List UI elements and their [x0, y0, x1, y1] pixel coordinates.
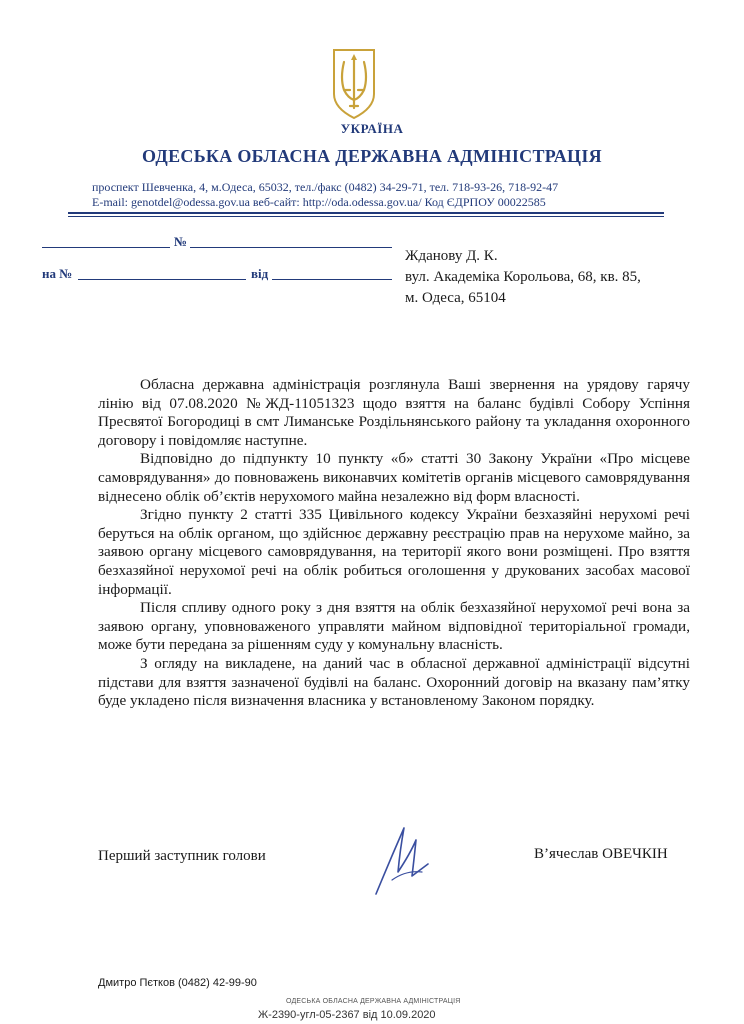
reply-to-label: на № [42, 266, 73, 281]
registration-stamp-number: Ж-2390-угл-05-2367 від 10.09.2020 [258, 1009, 436, 1021]
addressee-street: вул. Академіка Корольова, 68, кв. 85, [405, 269, 641, 285]
country-label: УКРАЇНА [340, 121, 404, 136]
signatory-name: В’ячеслав ОВЕЧКІН [534, 846, 668, 862]
registration-stamp-org: ОДЕСЬКА ОБЛАСНА ДЕРЖАВНА АДМІНІСТРАЦІЯ [286, 998, 461, 1005]
outgoing-number-label: № [174, 234, 188, 249]
body-paragraph: Обласна державна адміністрація розглянула Ваші звернення на урядову гарячу лінію від 07.08.2020 №ЖД-11051323 щодо взяття на баланс будівлі Собору Успіння Пресвятої Богородиці в смт Лиманське Роздільнянського району та укладання охоронного договору і повідомляє наступне. [98, 376, 690, 449]
letterhead-divider-thin [68, 216, 664, 217]
organization-name: ОДЕСЬКА ОБЛАСНА ДЕРЖАВНА АДМІНІСТРАЦІЯ [142, 146, 602, 166]
reply-to-number-line [78, 278, 246, 280]
signatory-title: Перший заступник голови [98, 848, 266, 864]
reply-date-line [272, 278, 392, 280]
body-paragraph: Після спливу одного року з дня взяття на облік безхазяйної нерухомої речі вона за заявою органу, уповноваженого управляти майном відповідної територіальної громади, може бути передана за рішенням суду у комунальну власність. [98, 599, 690, 654]
body-paragraph: Згідно пункту 2 статті 335 Цивільного кодексу України безхазяйні нерухомі речі беруться на облік органом, що здійснює державну реєстрацію прав на нерухоме майно, за заявою органу місцевого самоврядування, на території якого вони розміщені. Про взяття безхазяйної нерухомої речі на облік робиться оголошення у друкованих засобах масової інформації. [98, 506, 690, 598]
outgoing-date-line [42, 246, 170, 248]
contact-line-address: проспект Шевченка, 4, м.Одеса, 65032, тел./факс (0482) 34-29-71, тел. 718-93-26, 718-92-47 [92, 180, 559, 194]
outgoing-number-line [190, 246, 392, 248]
contact-line-web: E-mail: genotdel@odessa.gov.ua веб-сайт: http://oda.odessa.gov.ua/ Код ЄДРПОУ 00022585 [92, 195, 546, 209]
trident-icon [330, 48, 378, 120]
addressee-city: м. Одеса, 65104 [405, 290, 506, 306]
letterhead-divider [68, 212, 664, 214]
executor-contact: Дмитро Пєтков (0482) 42-99-90 [98, 977, 257, 989]
letter-body [98, 376, 690, 711]
addressee-name: Жданову Д. К. [405, 248, 498, 264]
body-paragraph: З огляду на викладене, на даний час в обласної державної адміністрації відсутні підстави для взяття зазначеної будівлі на баланс. Охоронний договір на вказану пам’ятку буде укладено після визначення власника у встановленому Законом порядку. [98, 654, 690, 710]
handwritten-signature-icon [370, 820, 440, 900]
reply-date-label: від [251, 266, 269, 281]
addressee-block [405, 246, 641, 309]
body-paragraph: Відповідно до підпункту 10 пункту «б» статті 30 Закону України «Про місцеве самоврядування» до повноважень виконавчих комітетів органів місцевого самоврядування віднесено облік об’єктів нерухомого майна незалежно від форм власності. [98, 450, 690, 505]
